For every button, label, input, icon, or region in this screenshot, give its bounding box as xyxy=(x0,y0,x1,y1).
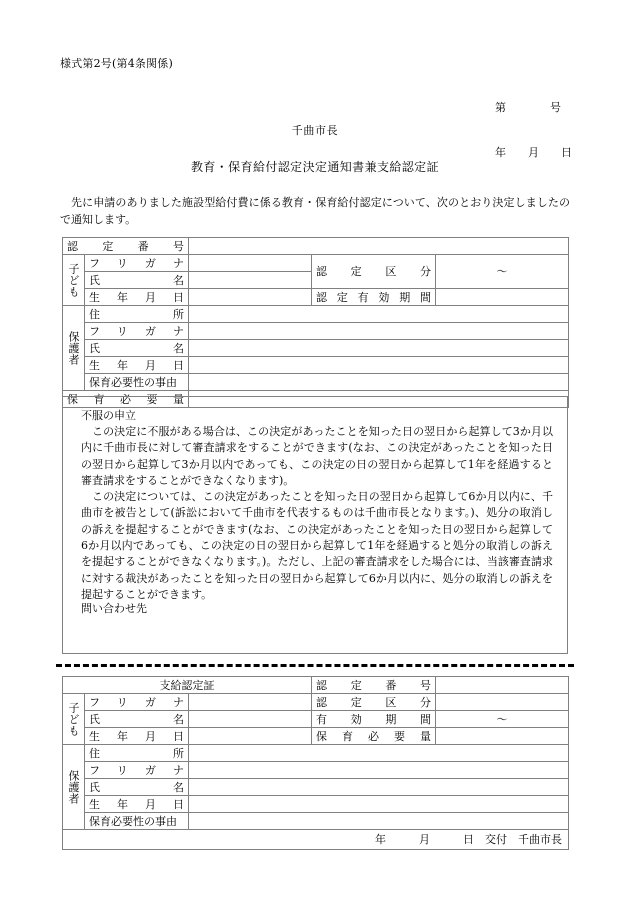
label-cert-child-shimei: 氏名 xyxy=(89,712,184,726)
table-row xyxy=(63,289,569,306)
appeal-notice-box xyxy=(62,396,568,654)
label-cert-hoiku-ryo: 保育必要量 xyxy=(316,729,432,743)
label-cert-yuko-kikan: 有効期間 xyxy=(316,712,432,726)
cell-label-guardian-birthdate xyxy=(85,357,189,374)
label-group-guardian: 保護者 xyxy=(67,330,80,366)
lede-paragraph: 先に申請のありました施設型給付費に係る教育・保育給付認定について、次のとおり決定しましたので通知します。 xyxy=(60,196,570,226)
label-child-birthdate: 生年月日 xyxy=(89,290,184,304)
table-row xyxy=(63,813,569,830)
cell-cert-group-child xyxy=(63,694,85,745)
appeal-notice-body xyxy=(81,424,553,603)
cell-label-cert-nintei-kubun xyxy=(312,694,436,711)
table-row xyxy=(63,677,569,694)
label-guardian-shimei: 氏名 xyxy=(89,341,184,355)
document-title: 教育・保育給付認定決定通知書兼支給認定証 xyxy=(190,160,439,174)
table-row xyxy=(63,694,569,711)
cell-label-guardian-furigana xyxy=(85,323,189,340)
cell-value-hoiku-riyu[interactable] xyxy=(189,374,569,391)
table-row xyxy=(63,306,569,323)
document-number-line: 第 号 xyxy=(495,101,561,114)
label-guardian-furigana: フリガナ xyxy=(89,324,184,338)
cert-yuko-kikan-tilde: 〜 xyxy=(496,712,508,726)
cell-value-cert-hoiku-ryo[interactable] xyxy=(436,728,569,745)
cell-label-cert-yuko-kikan xyxy=(312,711,436,728)
cell-cert-title xyxy=(63,677,312,694)
cell-value-cert-guardian-birthdate[interactable] xyxy=(189,796,569,813)
cell-value-child-furigana[interactable] xyxy=(189,255,312,272)
label-cert-nintei-kubun: 認定区分 xyxy=(316,695,432,709)
table-row xyxy=(63,340,569,357)
cell-value-nintei-kikan[interactable] xyxy=(436,289,569,306)
cell-label-cert-nintei-bango xyxy=(312,677,436,694)
cell-label-nintei-kubun xyxy=(312,255,436,289)
cell-value-nintei-kubun[interactable] xyxy=(436,255,569,289)
cell-label-nintei-kikan xyxy=(312,289,436,306)
cell-value-child-shimei[interactable] xyxy=(189,272,312,289)
label-cert-hoiku-riyu: 保育必要性の事由 xyxy=(89,814,177,828)
cell-label-cert-child-birthdate xyxy=(85,728,189,745)
table-row xyxy=(63,728,569,745)
cell-value-guardian-address[interactable] xyxy=(189,306,569,323)
label-group-child: 子ども xyxy=(67,262,80,298)
cell-label-guardian-address xyxy=(85,306,189,323)
table-row xyxy=(63,762,569,779)
cell-value-cert-nintei-kubun[interactable] xyxy=(436,694,569,711)
cell-group-child xyxy=(63,255,85,306)
cell-value-nintei-bango[interactable] xyxy=(189,238,569,255)
nintei-kubun-tilde: 〜 xyxy=(496,265,508,278)
label-nintei-bango: 認定番号 xyxy=(67,239,184,253)
cut-line-divider xyxy=(56,664,574,667)
cell-value-cert-guardian-address[interactable] xyxy=(189,745,569,762)
label-cert-group-guardian: 保護者 xyxy=(67,769,80,805)
issuer-name: 千曲市長 xyxy=(291,124,339,137)
label-hoiku-ryo: 保育必要量 xyxy=(67,392,184,406)
table-row xyxy=(63,357,569,374)
table-row xyxy=(63,323,569,340)
cell-label-cert-child-furigana xyxy=(85,694,189,711)
table-row xyxy=(63,711,569,728)
label-cert-guardian-address: 住所 xyxy=(89,746,184,760)
cell-label-cert-guardian-birthdate xyxy=(85,796,189,813)
cell-label-cert-hoiku-riyu xyxy=(85,813,189,830)
label-guardian-address: 住所 xyxy=(89,307,184,321)
cell-value-cert-hoiku-riyu[interactable] xyxy=(189,813,569,830)
label-cert-guardian-shimei: 氏名 xyxy=(89,780,184,794)
certificate-table xyxy=(62,676,569,850)
cell-value-guardian-birthdate[interactable] xyxy=(189,357,569,374)
cell-label-cert-child-shimei xyxy=(85,711,189,728)
label-nintei-kikan: 認定有効期間 xyxy=(316,290,431,304)
document-date-line: 年 月 日 xyxy=(495,146,572,159)
label-nintei-kubun: 認定区分 xyxy=(316,265,431,278)
table-row xyxy=(63,238,569,255)
cell-label-child-birthdate xyxy=(85,289,189,306)
appeal-notice-heading: 不服の申立 xyxy=(81,409,136,422)
table-row xyxy=(63,255,569,272)
label-cert-nintei-bango: 認定番号 xyxy=(316,678,432,692)
cell-group-guardian xyxy=(63,306,85,391)
cell-label-hoiku-riyu xyxy=(85,374,189,391)
label-child-shimei: 氏名 xyxy=(89,273,184,287)
cell-label-cert-hoiku-ryo xyxy=(312,728,436,745)
appeal-paragraph-1: この決定に不服がある場合は、この決定があったことを知った日の翌日から起算して3か月以内に千曲市長に対して審査請求をすることができます(なお、この決定があったことを知った日の翌日から起算して3か月以内であっても、この決定の日の翌日から起算して1年を経過すると審査請求をすることができなくなります)。 xyxy=(81,425,553,487)
label-cert-group-child: 子ども xyxy=(67,701,80,737)
certification-decision-table xyxy=(62,237,569,408)
cert-footer-issue-line: 年 月 日 交付 千曲市長 xyxy=(375,833,563,846)
cell-value-cert-yuko-kikan[interactable] xyxy=(436,711,569,728)
cell-value-guardian-shimei[interactable] xyxy=(189,340,569,357)
cell-label-child-shimei xyxy=(85,272,189,289)
label-child-furigana: フリガナ xyxy=(89,256,184,270)
label-hoiku-riyu: 保育必要性の事由 xyxy=(89,375,177,389)
label-guardian-birthdate: 生年月日 xyxy=(89,358,184,372)
label-cert-child-furigana: フリガナ xyxy=(89,695,184,709)
cell-value-child-birthdate[interactable] xyxy=(189,289,312,306)
cell-value-guardian-furigana[interactable] xyxy=(189,323,569,340)
table-row xyxy=(63,796,569,813)
label-cert-child-birthdate: 生年月日 xyxy=(89,729,184,743)
cell-label-guardian-shimei xyxy=(85,340,189,357)
cell-value-cert-nintei-bango[interactable] xyxy=(436,677,569,694)
cell-value-cert-guardian-furigana[interactable] xyxy=(189,762,569,779)
cell-value-cert-child-shimei[interactable] xyxy=(189,711,312,728)
table-row xyxy=(63,830,569,850)
contact-label: 問い合わせ先 xyxy=(81,602,147,615)
cell-value-cert-guardian-shimei[interactable] xyxy=(189,779,569,796)
cell-cert-footer xyxy=(63,830,569,850)
form-number: 様式第2号(第4条関係) xyxy=(60,57,173,70)
cell-label-child-furigana xyxy=(85,255,189,272)
cell-label-nintei-bango xyxy=(63,238,189,255)
cell-cert-group-guardian xyxy=(63,745,85,830)
cell-label-cert-guardian-address xyxy=(85,745,189,762)
cell-label-cert-guardian-furigana xyxy=(85,762,189,779)
cell-value-cert-child-furigana[interactable] xyxy=(189,694,312,711)
label-cert-guardian-birthdate: 生年月日 xyxy=(89,797,184,811)
table-row xyxy=(63,745,569,762)
label-cert-guardian-furigana: フリガナ xyxy=(89,763,184,777)
table-row xyxy=(63,374,569,391)
cell-label-cert-guardian-shimei xyxy=(85,779,189,796)
cell-value-cert-child-birthdate[interactable] xyxy=(189,728,312,745)
appeal-paragraph-2: この決定については、この決定があったことを知った日の翌日から起算して6か月以内に、千曲市を被告として(訴訟において千曲市を代表するものは千曲市長となります。)、処分の取消しの訴えを提起することができます(なお、この決定があったことを知った日の翌日から起算して6か月以内であっても、この決定の日の翌日から起算して1年を経過すると処分の取消しの訴えを提起することができなくなります。)。ただし、上記の審査請求をした場合には、当該審査請求に対する裁決があったことを知った日の翌日から起算して6か月以内に、処分の取消しの訴えを提起することができます。 xyxy=(81,490,553,601)
cert-title: 支給認定証 xyxy=(159,678,215,692)
table-row xyxy=(63,779,569,796)
